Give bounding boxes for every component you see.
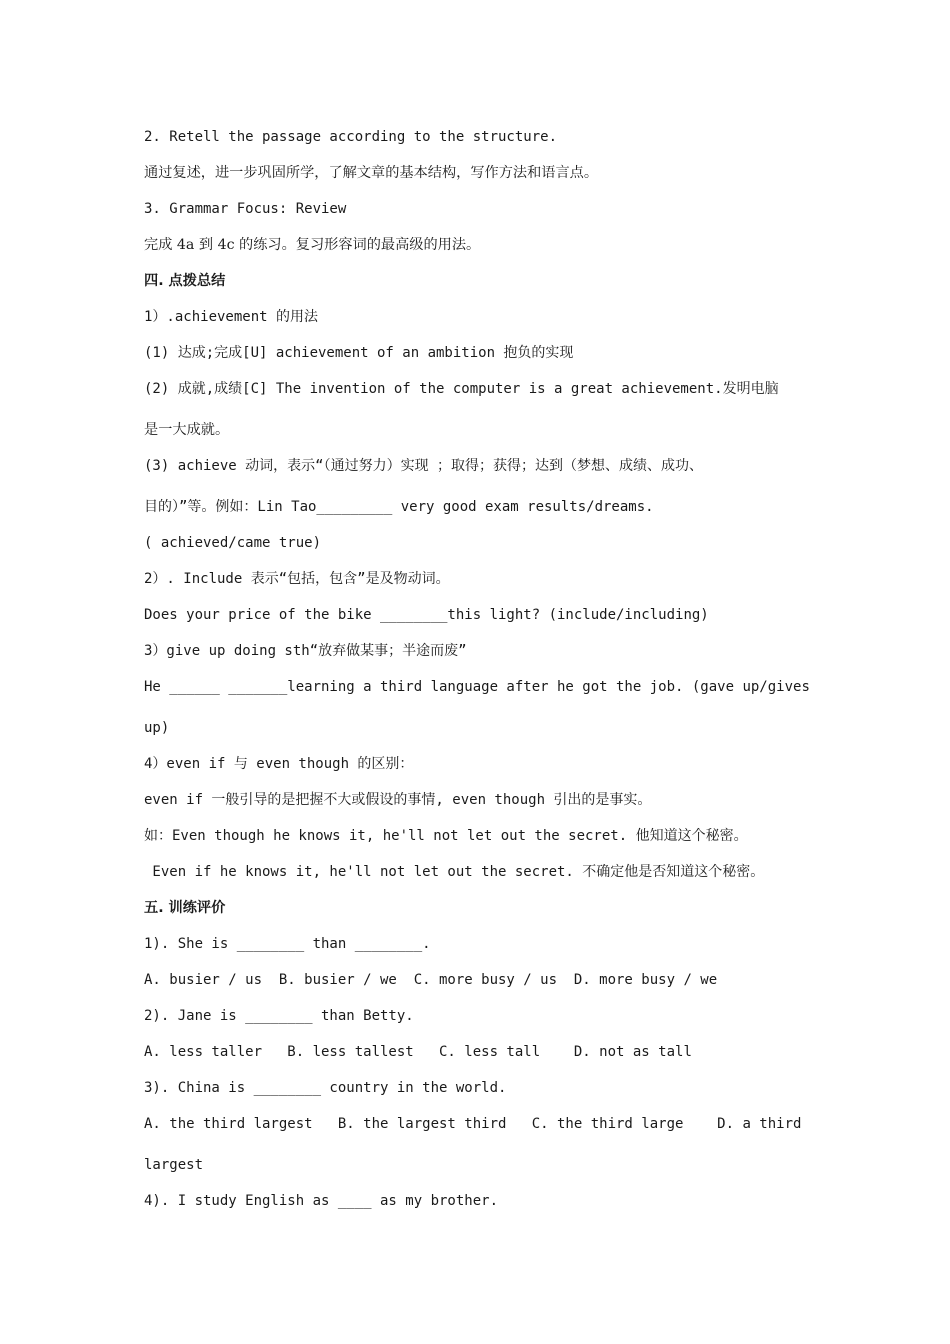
text-line: 4). I study English as ____ as my brother.: [144, 1193, 499, 1209]
text-line: 是一大成就。: [144, 422, 230, 438]
section-heading: 四. 点拨总结: [144, 273, 226, 289]
text-line: 2）. Include 表示“包括，包含”是及物动词。: [144, 571, 450, 587]
text-line: (2) 成就,成绩[C] The invention of the computer is a great achievement.发明电脑: [144, 381, 779, 397]
text-line: up): [144, 720, 170, 736]
text-line: 1). She is ________ than ________.: [144, 936, 431, 952]
text-line: largest: [144, 1157, 204, 1173]
text-line: A. the third largest B. the largest third C. the third large D. a third: [144, 1116, 802, 1132]
text-line: 3. Grammar Focus: Review: [144, 201, 347, 217]
text-line: (1) 达成;完成[U] achievement of an ambition 抱负的实现: [144, 345, 574, 361]
text-line: A. busier / us B. busier / we C. more busy / us D. more busy / we: [144, 972, 718, 988]
text-line: (3) achieve 动词，表示“（通过努力）实现 ；取得；获得；达到（梦想、成绩、成功、: [144, 458, 703, 474]
text-line: ( achieved/came true): [144, 535, 322, 551]
text-line: Does your price of the bike ________this light? (include/including): [144, 607, 709, 623]
text-line: 完成 4a 到 4c 的练习。复习形容词的最高级的用法。: [144, 237, 481, 253]
text-line: 目的）”等。例如：Lin Tao_________ very good exam results/dreams.: [144, 499, 654, 515]
text-line: 1）.achievement 的用法: [144, 309, 319, 325]
text-line: 3）give up doing sth“放弃做某事；半途而废”: [144, 643, 467, 659]
text-line: 3). China is ________ country in the world.: [144, 1080, 507, 1096]
text-line: 4）even if 与 even though 的区别：: [144, 756, 414, 772]
text-line: 如：Even though he knows it, he'll not let out the secret. 他知道这个秘密。: [144, 828, 748, 844]
section-heading: 五. 训练评价: [144, 900, 226, 916]
text-line: 通过复述，进一步巩固所学，了解文章的基本结构，写作方法和语言点。: [144, 165, 599, 181]
text-line: 2). Jane is ________ than Betty.: [144, 1008, 414, 1024]
text-line: Even if he knows it, he'll not let out the secret. 不确定他是否知道这个秘密。: [144, 864, 765, 880]
text-line: A. less taller B. less tallest C. less tall D. not as tall: [144, 1044, 692, 1060]
text-line: 2. Retell the passage according to the structure.: [144, 129, 558, 145]
text-line: even if 一般引导的是把握不大或假设的事情, even though 引出的是事实。: [144, 792, 652, 808]
text-line: He ______ _______learning a third language after he got the job. (gave up/gives: [144, 679, 810, 695]
